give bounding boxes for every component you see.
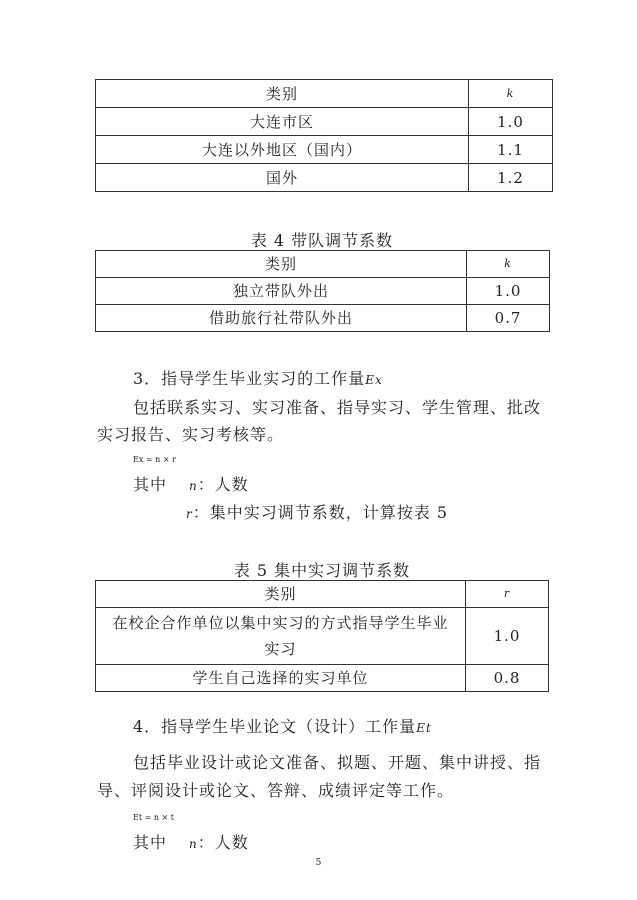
variable-r-description: ：集中实习调节系数，计算按表 5 bbox=[192, 503, 449, 522]
where-label: 其中 bbox=[133, 475, 168, 494]
section-4-formula: Et = n × t bbox=[133, 813, 174, 822]
section-3-where-r bbox=[186, 500, 448, 523]
header-coefficient: k bbox=[469, 80, 553, 108]
table-row bbox=[96, 108, 553, 136]
table-cell-multiline bbox=[96, 608, 466, 665]
variable-n-description: ：人数 bbox=[197, 833, 249, 852]
cell-line: 实习 bbox=[264, 640, 297, 658]
table-header-row bbox=[96, 251, 550, 278]
cell-line: 在校企合作单位以集中实习的方式指导学生毕业 bbox=[112, 614, 449, 632]
page-number: 5 bbox=[315, 858, 322, 868]
table-5-caption: 表 5 集中实习调节系数 bbox=[233, 561, 411, 580]
header-coefficient: r bbox=[466, 581, 549, 608]
table-row bbox=[96, 278, 550, 305]
section-3-formula: Ex = n × r bbox=[133, 455, 176, 464]
table-cell: 借助旅行社带队外出 bbox=[96, 305, 467, 332]
section-3-paragraph-line-2: 实习报告、实习考核等。 bbox=[97, 425, 285, 444]
table-header-row bbox=[96, 80, 553, 108]
section-3-heading-variable: Ex bbox=[365, 373, 383, 387]
section-3-paragraph-line-1: 包括联系实习、实习准备、指导实习、学生管理、批改 bbox=[133, 398, 542, 417]
header-category: 类别 bbox=[96, 80, 469, 108]
table-row bbox=[96, 608, 549, 665]
section-4-heading-variable: Et bbox=[416, 721, 432, 735]
header-coefficient: k bbox=[467, 251, 550, 278]
table-cell: 1.1 bbox=[469, 136, 553, 164]
section-4-heading-text: 4．指导学生毕业论文（设计）工作量 bbox=[133, 717, 417, 736]
table-cell: 大连市区 bbox=[96, 108, 469, 136]
section-3-heading-text: 3．指导学生毕业实习的工作量 bbox=[133, 369, 366, 388]
table-row bbox=[96, 665, 549, 692]
section-4-paragraph-line-2: 导、评阅设计或论文、答辩、成绩评定等工作。 bbox=[97, 781, 455, 800]
table-row bbox=[96, 136, 553, 164]
table-cell: 大连以外地区（国内） bbox=[96, 136, 469, 164]
section-4-where-n bbox=[133, 830, 249, 853]
header-category: 类别 bbox=[96, 581, 466, 608]
where-label: 其中 bbox=[133, 833, 168, 852]
table-cell: 国外 bbox=[96, 164, 469, 192]
variable-n-description: ：人数 bbox=[197, 475, 249, 494]
table-cell: 1.0 bbox=[469, 108, 553, 136]
team-coefficient-table bbox=[95, 250, 550, 332]
table-cell: 0.7 bbox=[467, 305, 550, 332]
section-4-paragraph-line-1: 包括毕业设计或论文准备、拟题、开题、集中讲授、指 bbox=[133, 753, 542, 772]
table-cell: 0.8 bbox=[466, 665, 549, 692]
table-4-caption: 表 4 带队调节系数 bbox=[250, 231, 394, 250]
table-cell: 1.0 bbox=[467, 278, 550, 305]
table-cell: 1.2 bbox=[469, 164, 553, 192]
variable-r: r bbox=[186, 507, 193, 521]
centralized-internship-table bbox=[95, 580, 549, 692]
table-cell: 学生自己选择的实习单位 bbox=[96, 665, 466, 692]
header-category: 类别 bbox=[96, 251, 467, 278]
section-3-heading bbox=[133, 366, 383, 389]
variable-n: n bbox=[189, 837, 198, 851]
table-cell: 独立带队外出 bbox=[96, 278, 467, 305]
region-coefficient-table bbox=[95, 79, 553, 192]
table-header-row bbox=[96, 581, 549, 608]
section-3-where-n bbox=[133, 472, 249, 495]
section-4-heading bbox=[133, 714, 432, 737]
table-row bbox=[96, 305, 550, 332]
table-row bbox=[96, 164, 553, 192]
table-cell: 1.0 bbox=[466, 608, 549, 665]
variable-n: n bbox=[189, 479, 198, 493]
